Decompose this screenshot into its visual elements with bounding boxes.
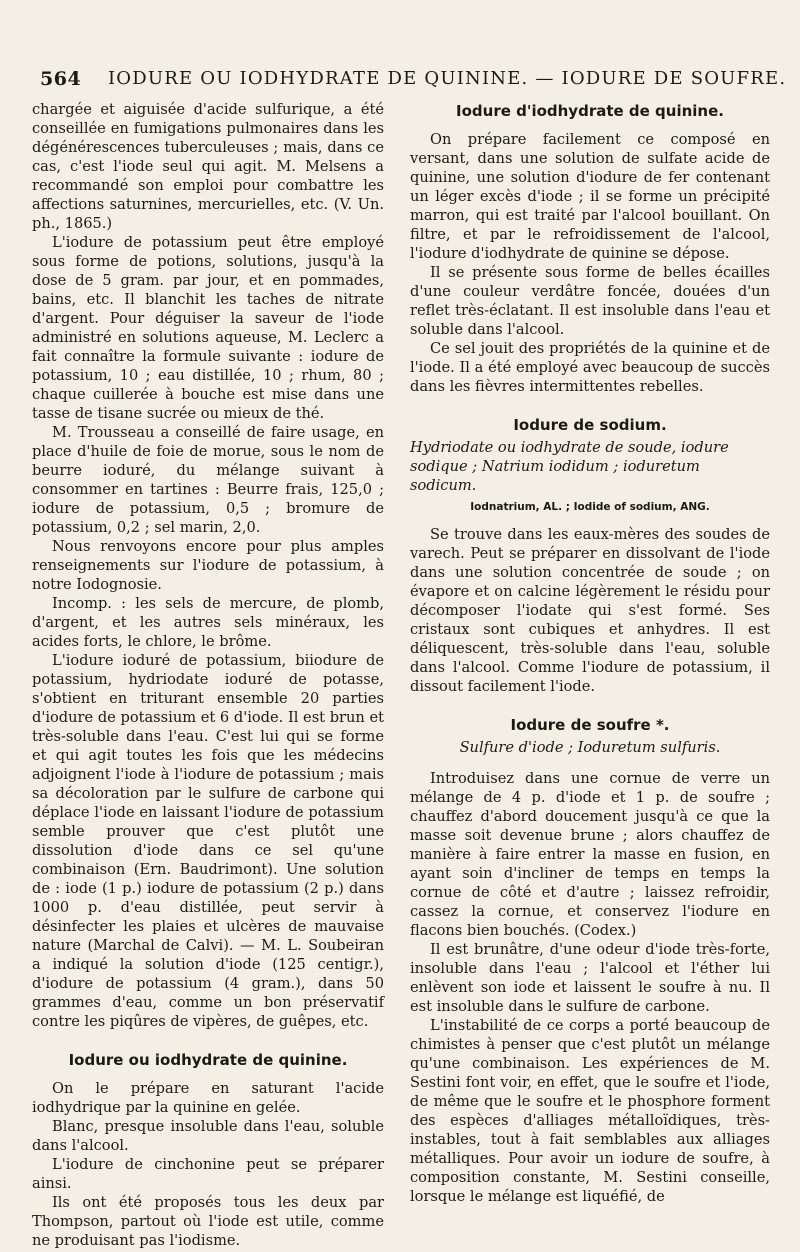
- right-column: [410, 100, 770, 1206]
- paragraph: On prépare facilement ce composé en versant, dans une solution de sulfate acide de quinine, une solution d'iodure de fer contenant un léger excès d'iode ; il se forme un précipité marron, qui est traité par l'alcool bouillant. On filtre, et par le refroidissement de l'alcool, l'iodure d'iodhydrate de quinine se dépose.: [410, 131, 770, 262]
- paragraph: M. Trousseau a conseillé de faire usage, en place d'huile de foie de morue, sous le nom de beurre ioduré, du mélange suivant à consommer en tartines : Beurre frais, 125,0 ; iodure de potassium, 0,5 ; bromure de potassium, 0,2 ; sel marin, 2,0.: [32, 424, 384, 536]
- paragraph: Introduisez dans une cornue de verre un mélange de 4 p. d'iode et 1 p. de soufre ; chauffez d'abord doucement jusqu'à ce que la masse soit devenue brune ; alors chauffez de manière à faire entrer la masse en fusion, en ayant soin d'incliner de temps en temps la cornue de côté et d'autre ; laissez refroidir, cassez la cornue, et conservez l'iodure en flacons bien bouchés. (Codex.): [410, 770, 770, 939]
- paragraph: L'iodure de cinchonine peut se préparer ainsi.: [32, 1156, 384, 1192]
- paragraph: Nous renvoyons encore pour plus amples renseignements sur l'iodure de potassium, à notre Iodognosie.: [32, 538, 384, 593]
- page-header: [40, 68, 787, 90]
- section-heading: Iodure d'iodhydrate de quinine.: [456, 102, 724, 120]
- section-heading: Iodure de soufre *.: [510, 716, 670, 734]
- paragraph: L'instabilité de ce corps a porté beaucoup de chimistes à penser que c'est plutôt un mélange qu'une combinaison. Les expériences de M. Sestini font voir, en effet, que le soufre et l'iode, de même que le soufre et le phosphore forment des espèces d'alliages métalloïdiques, très-instables, tout à fait semblables aux alliages métalliques. Pour avoir un iodure de soufre, à composition constante, M. Sestini conseille, lorsque le mélange est liquéfié, de: [410, 1017, 770, 1205]
- paragraph: L'iodure ioduré de potassium, biiodure de potassium, hydriodate ioduré de potasse, s'obtient en triturant ensemble 20 parties d'iodure de potassium et 6 d'iode. Il est brun et très-soluble dans l'eau. C'est lui qui se forme et qui agit toutes les fois que les médecins adjoignent l'iode à l'iodure de potassium ; mais sa décoloration par le sulfure de carbone qui déplace l'iode en laissant l'iodure de potassium semble prouver que c'est plutôt une dissolution d'iode dans ce sel qu'une combinaison (Ern. Baudrimont). Une solution de : iode (1 p.) iodure de potassium (2 p.) dans 1000 p. d'eau distillée, peut servir à désinfecter les plaies et ulcères de mauvaise nature (Marchal de Calvi). — M. L. Soubeiran a indiqué la solution d'iode (125 centigr.), d'iodure de potassium (4 gram.), dans 50 grammes d'eau, comme un bon préservatif contre les piqûres de vipères, de guêpes, etc.: [32, 652, 384, 1030]
- paragraph: L'iodure de potassium peut être employé sous forme de potions, solutions, jusqu'à la dose de 5 gram. par jour, et en pommades, bains, etc. Il blanchit les taches de nitrate d'argent. Pour déguiser la saveur de l'iode administré en solutions aqueuse, M. Leclerc a fait connaître la formule suivante : iodure de potassium, 10 ; eau distillée, 10 ; rhum, 80 ; chaque cuillerée à bouche est mise dans une tasse de tisane sucrée ou mieux de thé.: [32, 234, 384, 422]
- foreign-names: Iodnatrium, AL. ; Iodide of sodium, ANG.: [470, 501, 710, 513]
- running-title: IODURE OU IODHYDRATE DE QUININE. — IODURE DE SOUFRE.: [108, 68, 787, 89]
- paragraph: Ils ont été proposés tous les deux par Thompson, partout où l'iode est utile, comme ne produisant pas l'iodisme.: [32, 1194, 384, 1249]
- left-column: [32, 100, 384, 1250]
- paragraph: Ce sel jouit des propriétés de la quinine et de l'iode. Il a été employé avec beaucoup de succès dans les fièvres intermittentes rebelles.: [410, 340, 770, 395]
- section-heading: Iodure de sodium.: [513, 416, 667, 434]
- synonyms: Hydriodate ou iodhydrate de soude, iodure sodique ; Natrium iodidum ; ioduretum sodicum.: [410, 439, 729, 494]
- paragraph: chargée et aiguisée d'acide sulfurique, a été conseillée en fumigations pulmonaires dans les dégénérescences tuberculeuses ; mais, dans ce cas, c'est l'iode seul qui agit. M. Melsens a recommandé son emploi pour combattre les affections saturnines, mercurielles, etc. (V. Un. ph., 1865.): [32, 101, 384, 232]
- paragraph: Blanc, presque insoluble dans l'eau, soluble dans l'alcool.: [32, 1118, 384, 1154]
- paragraph: On le prépare en saturant l'acide iodhydrique par la quinine en gelée.: [32, 1080, 384, 1116]
- page-number: 564: [40, 68, 82, 90]
- section-heading: Iodure ou iodhydrate de quinine.: [68, 1051, 348, 1069]
- synonyms: Sulfure d'iode ; Ioduretum sulfuris.: [459, 739, 721, 756]
- paragraph: Il se présente sous forme de belles écailles d'une couleur verdâtre foncée, douées d'un reflet très-éclatant. Il est insoluble dans l'eau et soluble dans l'alcool.: [410, 264, 770, 338]
- paragraph: Il est brunâtre, d'une odeur d'iode très-forte, insoluble dans l'eau ; l'alcool et l'éther lui enlèvent son iode et laissent le soufre à nu. Il est insoluble dans le sulfure de carbone.: [410, 941, 770, 1015]
- paragraph: Se trouve dans les eaux-mères des soudes de varech. Peut se préparer en dissolvant de l'iode dans une solution concentrée de soude ; on évapore et on calcine légèrement le résidu pour décomposer l'iodate qui s'est formé. Ses cristaux sont cubiques et anhydres. Il est déliquescent, très-soluble dans l'eau, soluble dans l'alcool. Comme l'iodure de potassium, il dissout facilement l'iode.: [410, 526, 770, 695]
- paragraph: Incomp. : les sels de mercure, de plomb, d'argent, et les autres sels minéraux, les acides forts, le chlore, le brôme.: [32, 595, 384, 650]
